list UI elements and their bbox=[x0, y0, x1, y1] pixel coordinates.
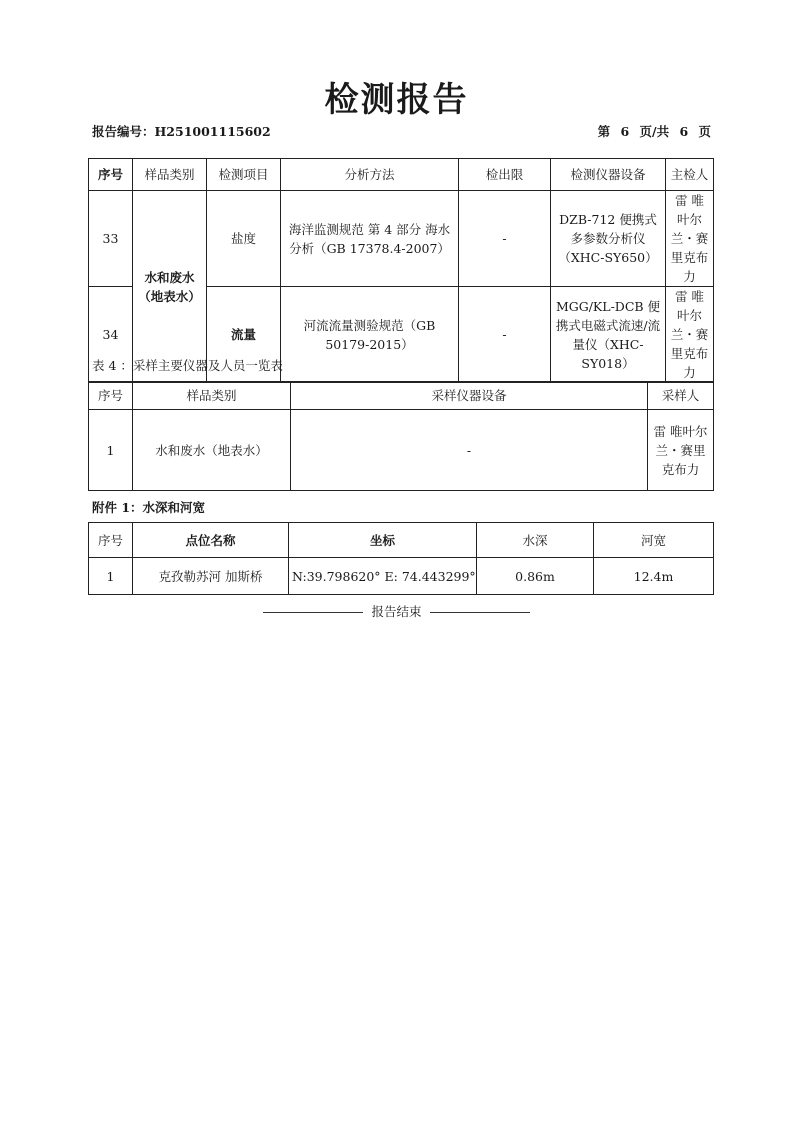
test-item: 流量 bbox=[207, 287, 281, 383]
method: 海洋监测规范 第 4 部分 海水分析（GB 17378.4-2007） bbox=[281, 191, 459, 287]
col-header-test-item: 检测项目 bbox=[207, 159, 281, 191]
col-header-no: 序号 bbox=[89, 382, 133, 410]
col-header-limit: 检出限 bbox=[459, 159, 551, 191]
equipment: - bbox=[291, 410, 648, 491]
inspector: 雷 唯叶尔兰・赛里克布力 bbox=[666, 191, 714, 287]
table2-caption: 表 4 ：采样主要仪器及人员一览表 bbox=[92, 358, 283, 373]
table-row bbox=[89, 410, 714, 491]
table-header-row bbox=[89, 382, 714, 410]
sample-type-cell: 水和废水（地表水） bbox=[133, 410, 291, 491]
table-row bbox=[89, 558, 714, 595]
col-header-no: 序号 bbox=[89, 159, 133, 191]
report-end-text: 报告结束 bbox=[371, 604, 422, 619]
instrument: MGG/KL-DCB 便携式电磁式流速/流量仪（XHC-SY018） bbox=[551, 287, 666, 383]
method: 河流流量测验规范（GB 50179-2015） bbox=[281, 287, 459, 383]
table-row bbox=[89, 191, 714, 287]
divider-right bbox=[430, 612, 530, 613]
row-no: 1 bbox=[89, 410, 133, 491]
col-header-width: 河宽 bbox=[594, 523, 714, 558]
sample-type-cell: 水和废水（地表水） bbox=[133, 191, 207, 383]
col-header-equipment: 采样仪器设备 bbox=[291, 382, 648, 410]
detection-limit: - bbox=[459, 287, 551, 383]
test-item: 盐度 bbox=[207, 191, 281, 287]
col-header-sample-type: 样品类别 bbox=[133, 382, 291, 410]
col-header-site: 点位名称 bbox=[133, 523, 289, 558]
sampler: 雷 唯叶尔兰・赛里克布力 bbox=[648, 410, 714, 491]
coordinates: N:39.798620° E: 74.443299° bbox=[289, 558, 477, 595]
col-header-sample-type: 样品类别 bbox=[133, 159, 207, 191]
sampling-equipment-table bbox=[88, 381, 714, 491]
row-no: 33 bbox=[89, 191, 133, 287]
col-header-method: 分析方法 bbox=[281, 159, 459, 191]
water-depth-width-table bbox=[88, 522, 714, 595]
table-header-row bbox=[89, 159, 714, 191]
page-number: 第 6 页/共 6 页 bbox=[597, 124, 711, 139]
water-depth: 0.86m bbox=[477, 558, 594, 595]
site-name: 克孜勒苏河 加斯桥 bbox=[133, 558, 289, 595]
inspector: 雷 唯叶尔兰・赛里克布力 bbox=[666, 287, 714, 383]
instrument: DZB-712 便携式多参数分析仪（XHC-SY650） bbox=[551, 191, 666, 287]
row-no: 1 bbox=[89, 558, 133, 595]
col-header-instrument: 检测仪器设备 bbox=[551, 159, 666, 191]
col-header-sampler: 采样人 bbox=[648, 382, 714, 410]
report-title: 检测报告 bbox=[324, 80, 469, 120]
test-results-table bbox=[88, 158, 714, 383]
river-width: 12.4m bbox=[594, 558, 714, 595]
col-header-inspector: 主检人 bbox=[666, 159, 714, 191]
table-header-row bbox=[89, 523, 714, 558]
col-header-no: 序号 bbox=[89, 523, 133, 558]
report-end bbox=[0, 602, 793, 620]
divider-left bbox=[263, 612, 363, 613]
report-number: 报告编号：H251001115602 bbox=[92, 124, 271, 139]
col-header-coords: 坐标 bbox=[289, 523, 477, 558]
detection-limit: - bbox=[459, 191, 551, 287]
row-no: 34 bbox=[89, 287, 133, 383]
appendix-caption: 附件 1：水深和河宽 bbox=[92, 500, 206, 515]
col-header-depth: 水深 bbox=[477, 523, 594, 558]
